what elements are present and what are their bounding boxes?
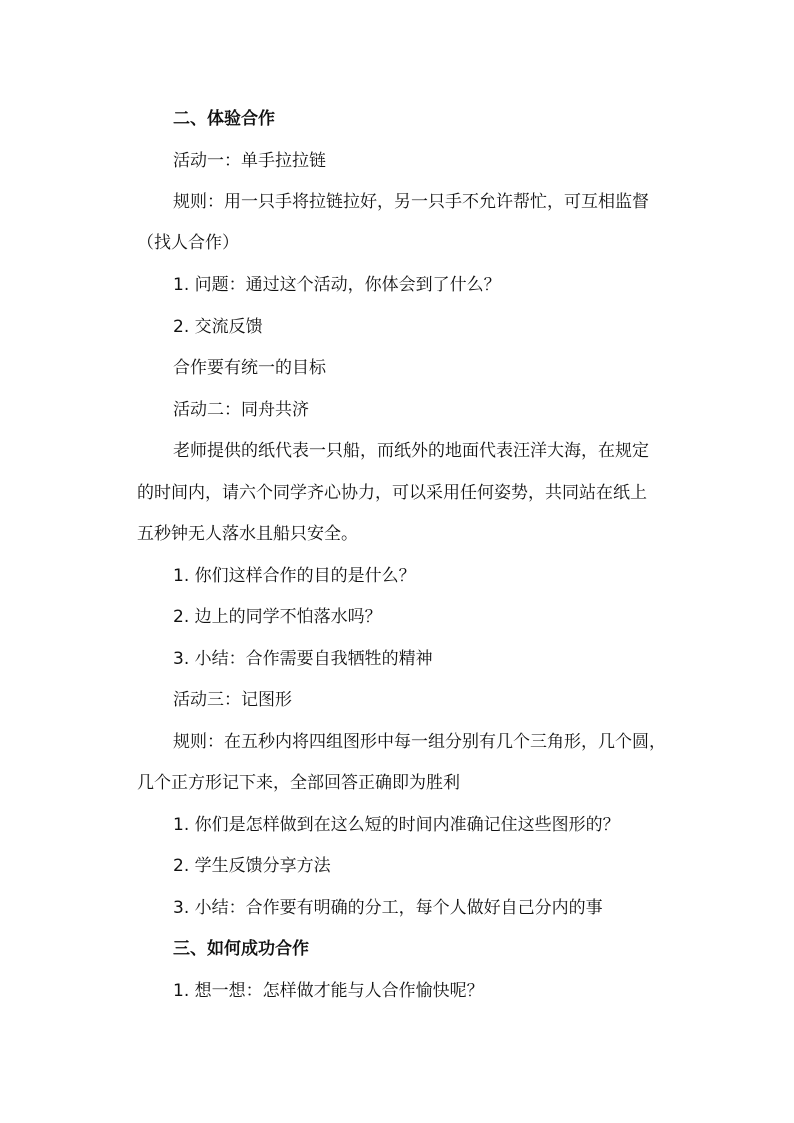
section-heading-successful-cooperation: 三、如何成功合作: [173, 939, 309, 959]
activity-one-question: 1. 问题：通过这个活动，你体会到了什么？: [173, 275, 501, 295]
activity-two-description-end: 五秒钟无人落水且船只安全。: [137, 524, 358, 544]
activity-three-rule: 规则：在五秒内将四组图形中每一组分别有几个三角形，几个圆，: [173, 732, 666, 752]
activity-three-summary: 3. 小结：合作要有明确的分工，每个人做好自己分内的事: [173, 898, 603, 918]
activity-three-rule-continued: 几个正方形记下来，全部回答正确即为胜利: [137, 773, 460, 793]
think-question: 1. 想一想：怎样做才能与人合作愉快呢？: [173, 981, 484, 1001]
activity-one-summary: 合作要有统一的目标: [173, 358, 326, 378]
section-heading-experience-cooperation: 二、体验合作: [173, 109, 275, 129]
activity-two-question-two: 2. 边上的同学不怕落水吗？: [173, 607, 382, 627]
activity-three-title: 活动三：记图形: [173, 690, 292, 710]
activity-two-description: 老师提供的纸代表一只船，而纸外的地面代表汪洋大海，在规定: [173, 441, 649, 461]
activity-one-title: 活动一：单手拉拉链: [173, 151, 326, 171]
activity-one-rule: 规则：用一只手将拉链拉好，另一只手不允许帮忙，可互相监督: [173, 192, 649, 212]
activity-one-rule-continued: （找人合作）: [137, 233, 239, 253]
activity-three-question: 1. 你们是怎样做到在这么短的时间内准确记住这些图形的？: [173, 815, 620, 835]
activity-two-summary: 3. 小结：合作需要自我牺牲的精神: [173, 649, 433, 669]
activity-three-feedback: 2. 学生反馈分享方法: [173, 856, 331, 876]
activity-one-feedback: 2. 交流反馈: [173, 317, 263, 337]
activity-two-description-continued: 的时间内，请六个同学齐心协力，可以采用任何姿势，共同站在纸上: [137, 483, 647, 503]
activity-two-question-one: 1. 你们这样合作的目的是什么？: [173, 566, 416, 586]
activity-two-title: 活动二：同舟共济: [173, 400, 309, 420]
